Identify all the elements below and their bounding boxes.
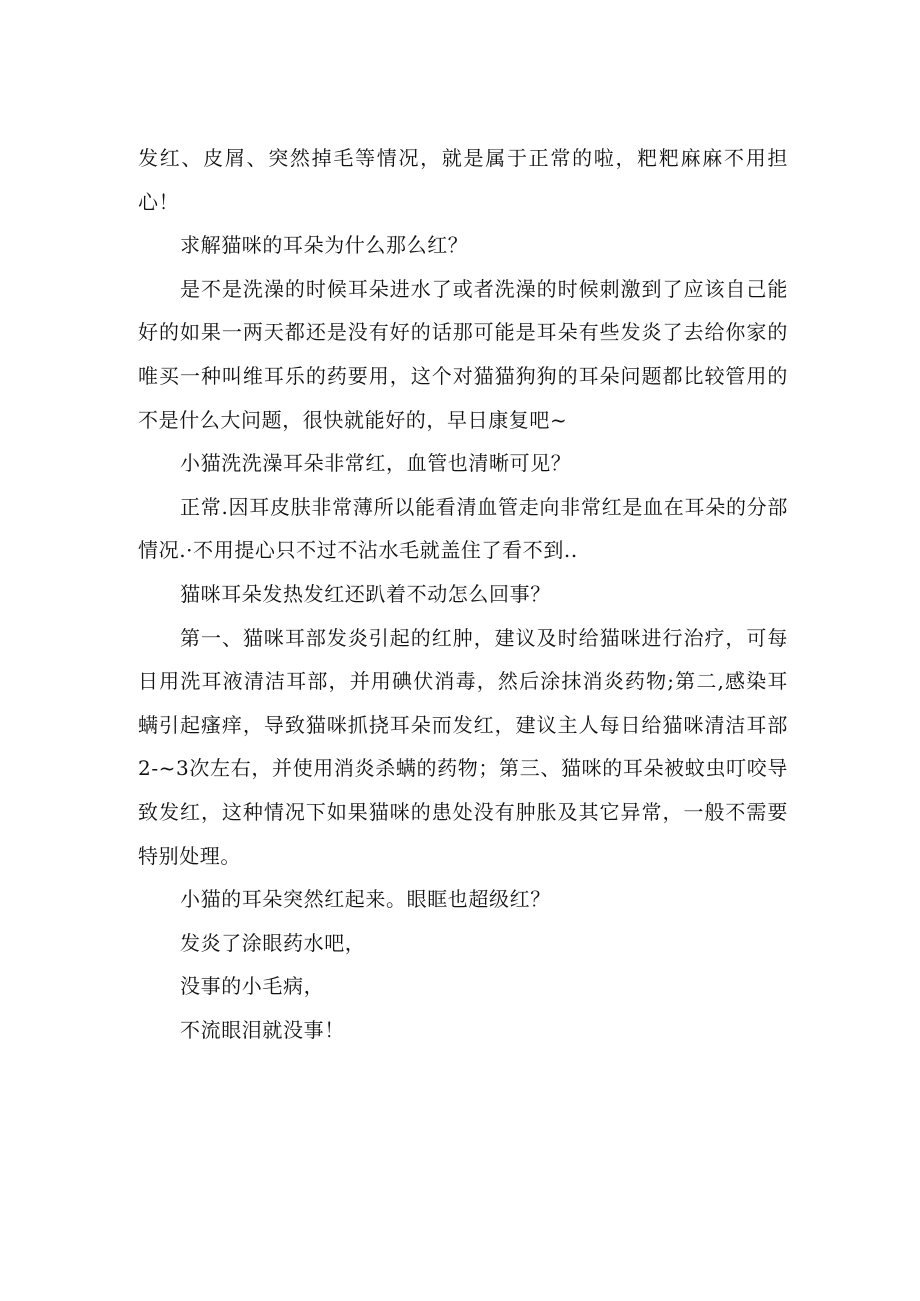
question-heading-3: 猫咪耳朵发热发红还趴着不动怎么回事？ — [180, 581, 551, 606]
answer-line-1: 发炎了涂眼药水吧， — [180, 930, 366, 955]
document-body — [138, 137, 788, 1052]
answer-line-2: 没事的小毛病， — [180, 974, 325, 999]
paragraph-continuation: 发红、皮屑、突然掉毛等情况，就是属于正常的啦，粑粑麻麻不用担心！ — [138, 146, 788, 214]
question-heading-2: 小猫洗洗澡耳朵非常红，血管也清晰可见？ — [180, 451, 572, 476]
answer-paragraph-1: 是不是洗澡的时候耳朵进水了或者洗澡的时候刺激到了应该自己能好的如果一两天都还是没有好的话那可能是耳朵有些发炎了去给你家的唯买一种叫维耳乐的药要用，这个对猫猫狗狗的耳朵问题都比较管用的不是什么大问题，很快就能好的，早日康复吧~ — [138, 276, 788, 432]
question-heading-1: 求解猫咪的耳朵为什么那么红？ — [180, 233, 469, 258]
answer-line-3: 不流眼泪就没事！ — [180, 1017, 345, 1042]
question-heading-4: 小猫的耳朵突然红起来。眼眶也超级红？ — [180, 887, 551, 912]
answer-paragraph-3: 第一、猫咪耳部发炎引起的红肿，建议及时给猫咪进行治疗，可每日用洗耳液清洁耳部，并用碘伏消毒，然后涂抹消炎药物;第二,感染耳螨引起瘙痒，导致猫咪抓挠耳朵而发红，建议主人每日给猫咪清洁耳部2-~3次左右，并使用消炎杀螨的药物；第三、猫咪的耳朵被蚊虫叮咬导致发红，这种情况下如果猫咪的患处没有肿胀及其它异常，一般不需要特别处理。 — [138, 625, 788, 868]
answer-paragraph-2: 正常.因耳皮肤非常薄所以能看清血管走向非常红是血在耳朵的分部情况.·不用提心只不过不沾水毛就盖住了看不到.. — [138, 494, 788, 563]
